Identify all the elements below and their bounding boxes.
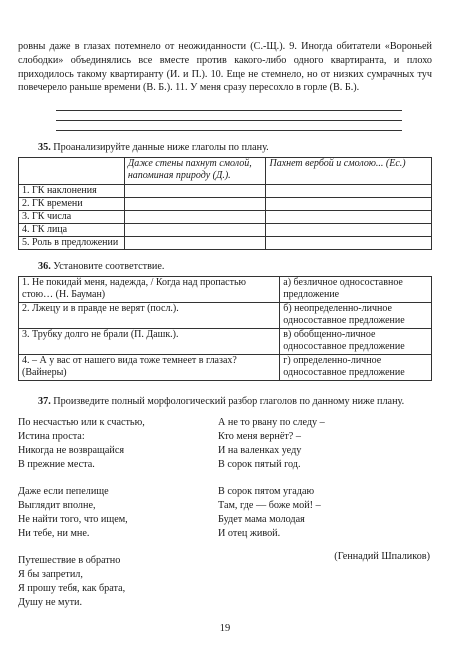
- task-35-number: 35.: [38, 142, 51, 154]
- document-page: [18, 40, 432, 621]
- answer-cell[interactable]: [266, 184, 432, 197]
- poem: [18, 416, 432, 621]
- task-37-title: [38, 395, 432, 409]
- poem-author: (Геннадий Шпаликов): [334, 551, 430, 563]
- stanza: [18, 554, 145, 610]
- type-cell: в) обобщенно-личное односоставное предложение: [280, 328, 432, 354]
- type-cell: г) определенно-личное односоставное предложение: [280, 354, 432, 380]
- task-36-table: [18, 276, 432, 381]
- answer-line[interactable]: [56, 121, 402, 131]
- sentence-cell: 3. Трубку долго не брали (П. Дашк.).: [19, 328, 280, 354]
- table-row: [19, 302, 432, 328]
- poem-line: А не то рвану по следу –: [218, 417, 325, 429]
- type-cell: б) неопределенно-личное односоставное предложение: [280, 302, 432, 328]
- table-row: [19, 328, 432, 354]
- answer-lines: [56, 101, 402, 131]
- poem-line: В сорок пятый год.: [218, 459, 301, 471]
- sentence-cell: 4. – А у вас от нашего вида тоже темнеет в глазах? (Вайнеры): [19, 354, 280, 380]
- poem-left-column: [18, 416, 145, 623]
- table-row: [19, 210, 432, 223]
- answer-cell[interactable]: [266, 210, 432, 223]
- answer-line[interactable]: [56, 101, 402, 111]
- answer-cell[interactable]: [266, 236, 432, 249]
- table-row: [19, 236, 432, 249]
- table-row: [19, 276, 432, 302]
- poem-line: И отец живой.: [218, 528, 281, 540]
- poem-line: Даже если пепелище: [18, 486, 109, 498]
- answer-cell[interactable]: [266, 223, 432, 236]
- stanza: [18, 485, 145, 541]
- stanza: [218, 416, 434, 472]
- poem-line: Будет мама молодая: [218, 514, 305, 526]
- poem-line: По несчастью или к счастью,: [18, 417, 145, 429]
- task-35-text: Проанализируйте данные ниже глаголы по плану.: [53, 142, 269, 154]
- poem-line: Истина проста:: [18, 431, 85, 443]
- answer-cell[interactable]: [124, 236, 266, 249]
- task-36-number: 36.: [38, 260, 51, 272]
- task-36-text: Установите соответствие.: [53, 260, 165, 272]
- poem-line: В сорок пятом угадаю: [218, 486, 315, 498]
- poem-line: Никогда не возвращайся: [18, 445, 125, 457]
- type-cell: а) безличное односоставное предложение: [280, 276, 432, 302]
- table-row: [19, 184, 432, 197]
- table-row: [19, 354, 432, 380]
- intro-paragraph: ровны даже в глазах потемнело от неожиданности (С.-Щ.). 9. Иногда обитатели «Вороньей слободки» объединялись все вместе против какого-либо одного квартиранта, и плохо приходилось такому квартиранту (И. и П.). 10. Еще не стемнело, но от низких сумрачных туч повечерело раньше времени (В. Б.). 11. У меня сразу пересохло в горле (В. Б.).: [18, 41, 432, 94]
- page-number: 19: [219, 623, 231, 634]
- task-37-number: 37.: [38, 395, 51, 407]
- poem-line: Душу не мути.: [18, 597, 83, 609]
- table-header-row: [19, 157, 432, 184]
- poem-line: Кто меня вернёт? –: [218, 431, 301, 443]
- poem-line: Выглядит вполне,: [18, 500, 96, 512]
- poem-line: Я прошу тебя, как брата,: [18, 583, 126, 595]
- task-35-title: [38, 141, 432, 155]
- poem-line: Я бы запретил,: [18, 569, 83, 581]
- stanza: [18, 416, 145, 472]
- poem-line: В прежние места.: [18, 459, 95, 471]
- sentence-cell: 1. Не покидай меня, надежда, / Когда над пропастью стою… (Н. Бауман): [19, 276, 280, 302]
- row-label: 1. ГК наклонения: [19, 184, 125, 197]
- answer-cell[interactable]: [124, 197, 266, 210]
- task-36-title: [38, 260, 432, 274]
- poem-line: Ни тебе, ни мне.: [18, 528, 90, 540]
- row-label: 4. ГК лица: [19, 223, 125, 236]
- poem-line: Путешествие в обратно: [18, 555, 121, 567]
- stanza: [218, 485, 434, 541]
- table-header-cell: Пахнет вербой и смолою... (Ес.): [266, 157, 432, 184]
- answer-line[interactable]: [56, 111, 402, 121]
- table-row: [19, 223, 432, 236]
- poem-line: Не найти того, что ищем,: [18, 514, 128, 526]
- task-37-text: Произведите полный морфологический разбор глаголов по данному ниже плану.: [53, 395, 405, 407]
- table-row: [19, 197, 432, 210]
- poem-line: Там, где — боже мой! –: [218, 500, 321, 512]
- row-label: 5. Роль в предложении: [19, 236, 125, 249]
- task-35-table: [18, 157, 432, 250]
- answer-cell[interactable]: [124, 184, 266, 197]
- answer-cell[interactable]: [266, 197, 432, 210]
- sentence-cell: 2. Лжецу и в правде не верят (посл.).: [19, 302, 280, 328]
- row-label: 2. ГК времени: [19, 197, 125, 210]
- poem-line: И на валенках уеду: [218, 445, 302, 457]
- answer-cell[interactable]: [124, 223, 266, 236]
- row-label: 3. ГК числа: [19, 210, 125, 223]
- table-header-cell: Даже стены пахнут смолой, напоминая природу (Д.).: [124, 157, 266, 184]
- poem-right-column: [218, 416, 434, 564]
- answer-cell[interactable]: [124, 210, 266, 223]
- table-header-cell: [19, 157, 125, 184]
